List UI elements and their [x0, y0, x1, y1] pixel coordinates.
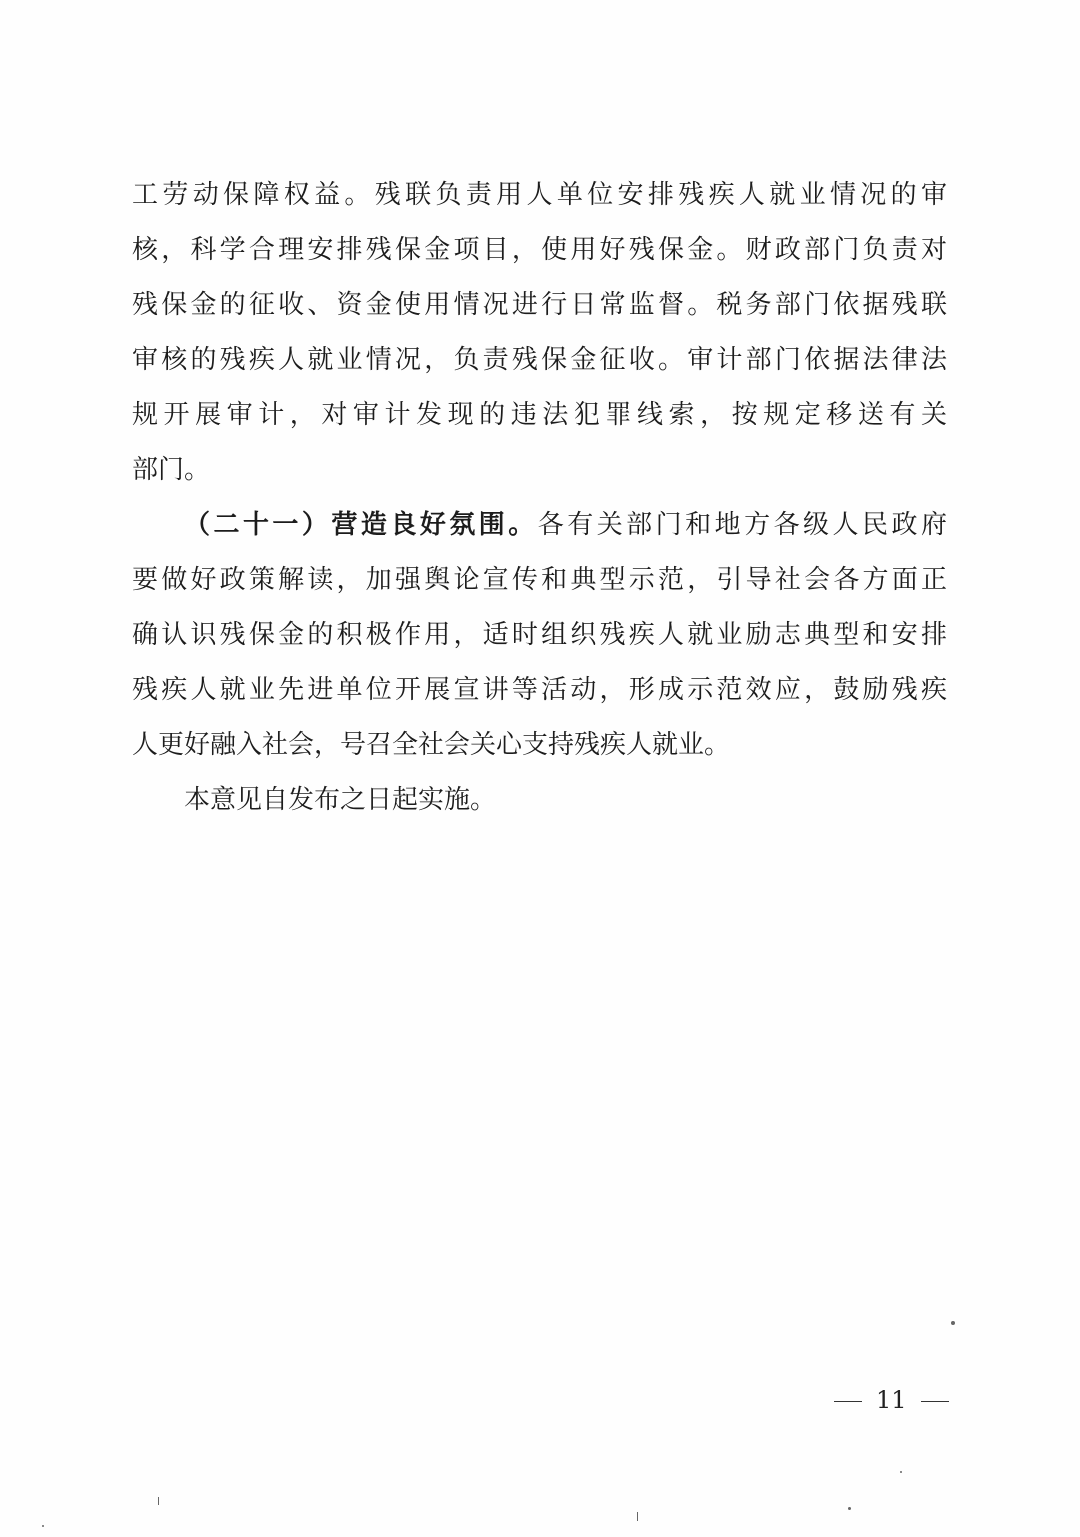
text-line: 部门。	[132, 455, 211, 485]
dash-left	[834, 1401, 862, 1402]
scan-speck	[900, 1471, 902, 1473]
text-line: 残疾人就业先进单位开展宣讲等活动，形成示范效应，鼓励残疾	[132, 675, 947, 705]
page-number-footer	[820, 1383, 940, 1417]
scan-speck	[848, 1507, 851, 1510]
text-line: 规开展审计，对审计发现的违法犯罪线索，按规定移送有关	[132, 400, 947, 430]
section-21-first-line-text: 各有关部门和地方各级人民政府	[537, 510, 947, 540]
section-21-first-line	[132, 498, 947, 553]
text-line: 人更好融入社会，号召全社会关心支持残疾人就业。	[132, 730, 731, 760]
text-line: 核，科学合理安排残保金项目，使用好残保金。财政部门负责对	[132, 235, 947, 265]
scan-speck	[637, 1512, 638, 1521]
section-21-heading: （二十一）营造良好氛围。	[184, 510, 538, 540]
closing-statement: 本意见自发布之日起实施。	[184, 785, 497, 815]
scan-speck	[42, 1525, 44, 1527]
dash-right	[921, 1401, 949, 1402]
text-line: 工劳动保障权益。残联负责用人单位安排残疾人就业情况的审	[132, 180, 947, 210]
text-line: 要做好政策解读，加强舆论宣传和典型示范，引导社会各方面正	[132, 565, 947, 595]
text-line: 审核的残疾人就业情况，负责残保金征收。审计部门依据法律法	[132, 345, 947, 375]
document-body	[132, 168, 947, 828]
scan-speck	[158, 1497, 159, 1505]
text-line: 残保金的征收、资金使用情况进行日常监督。税务部门依据残联	[132, 290, 947, 320]
page-number: 11	[876, 1386, 907, 1414]
scan-speck	[951, 1321, 955, 1325]
text-line: 确认识残保金的积极作用，适时组织残疾人就业励志典型和安排	[132, 620, 947, 650]
